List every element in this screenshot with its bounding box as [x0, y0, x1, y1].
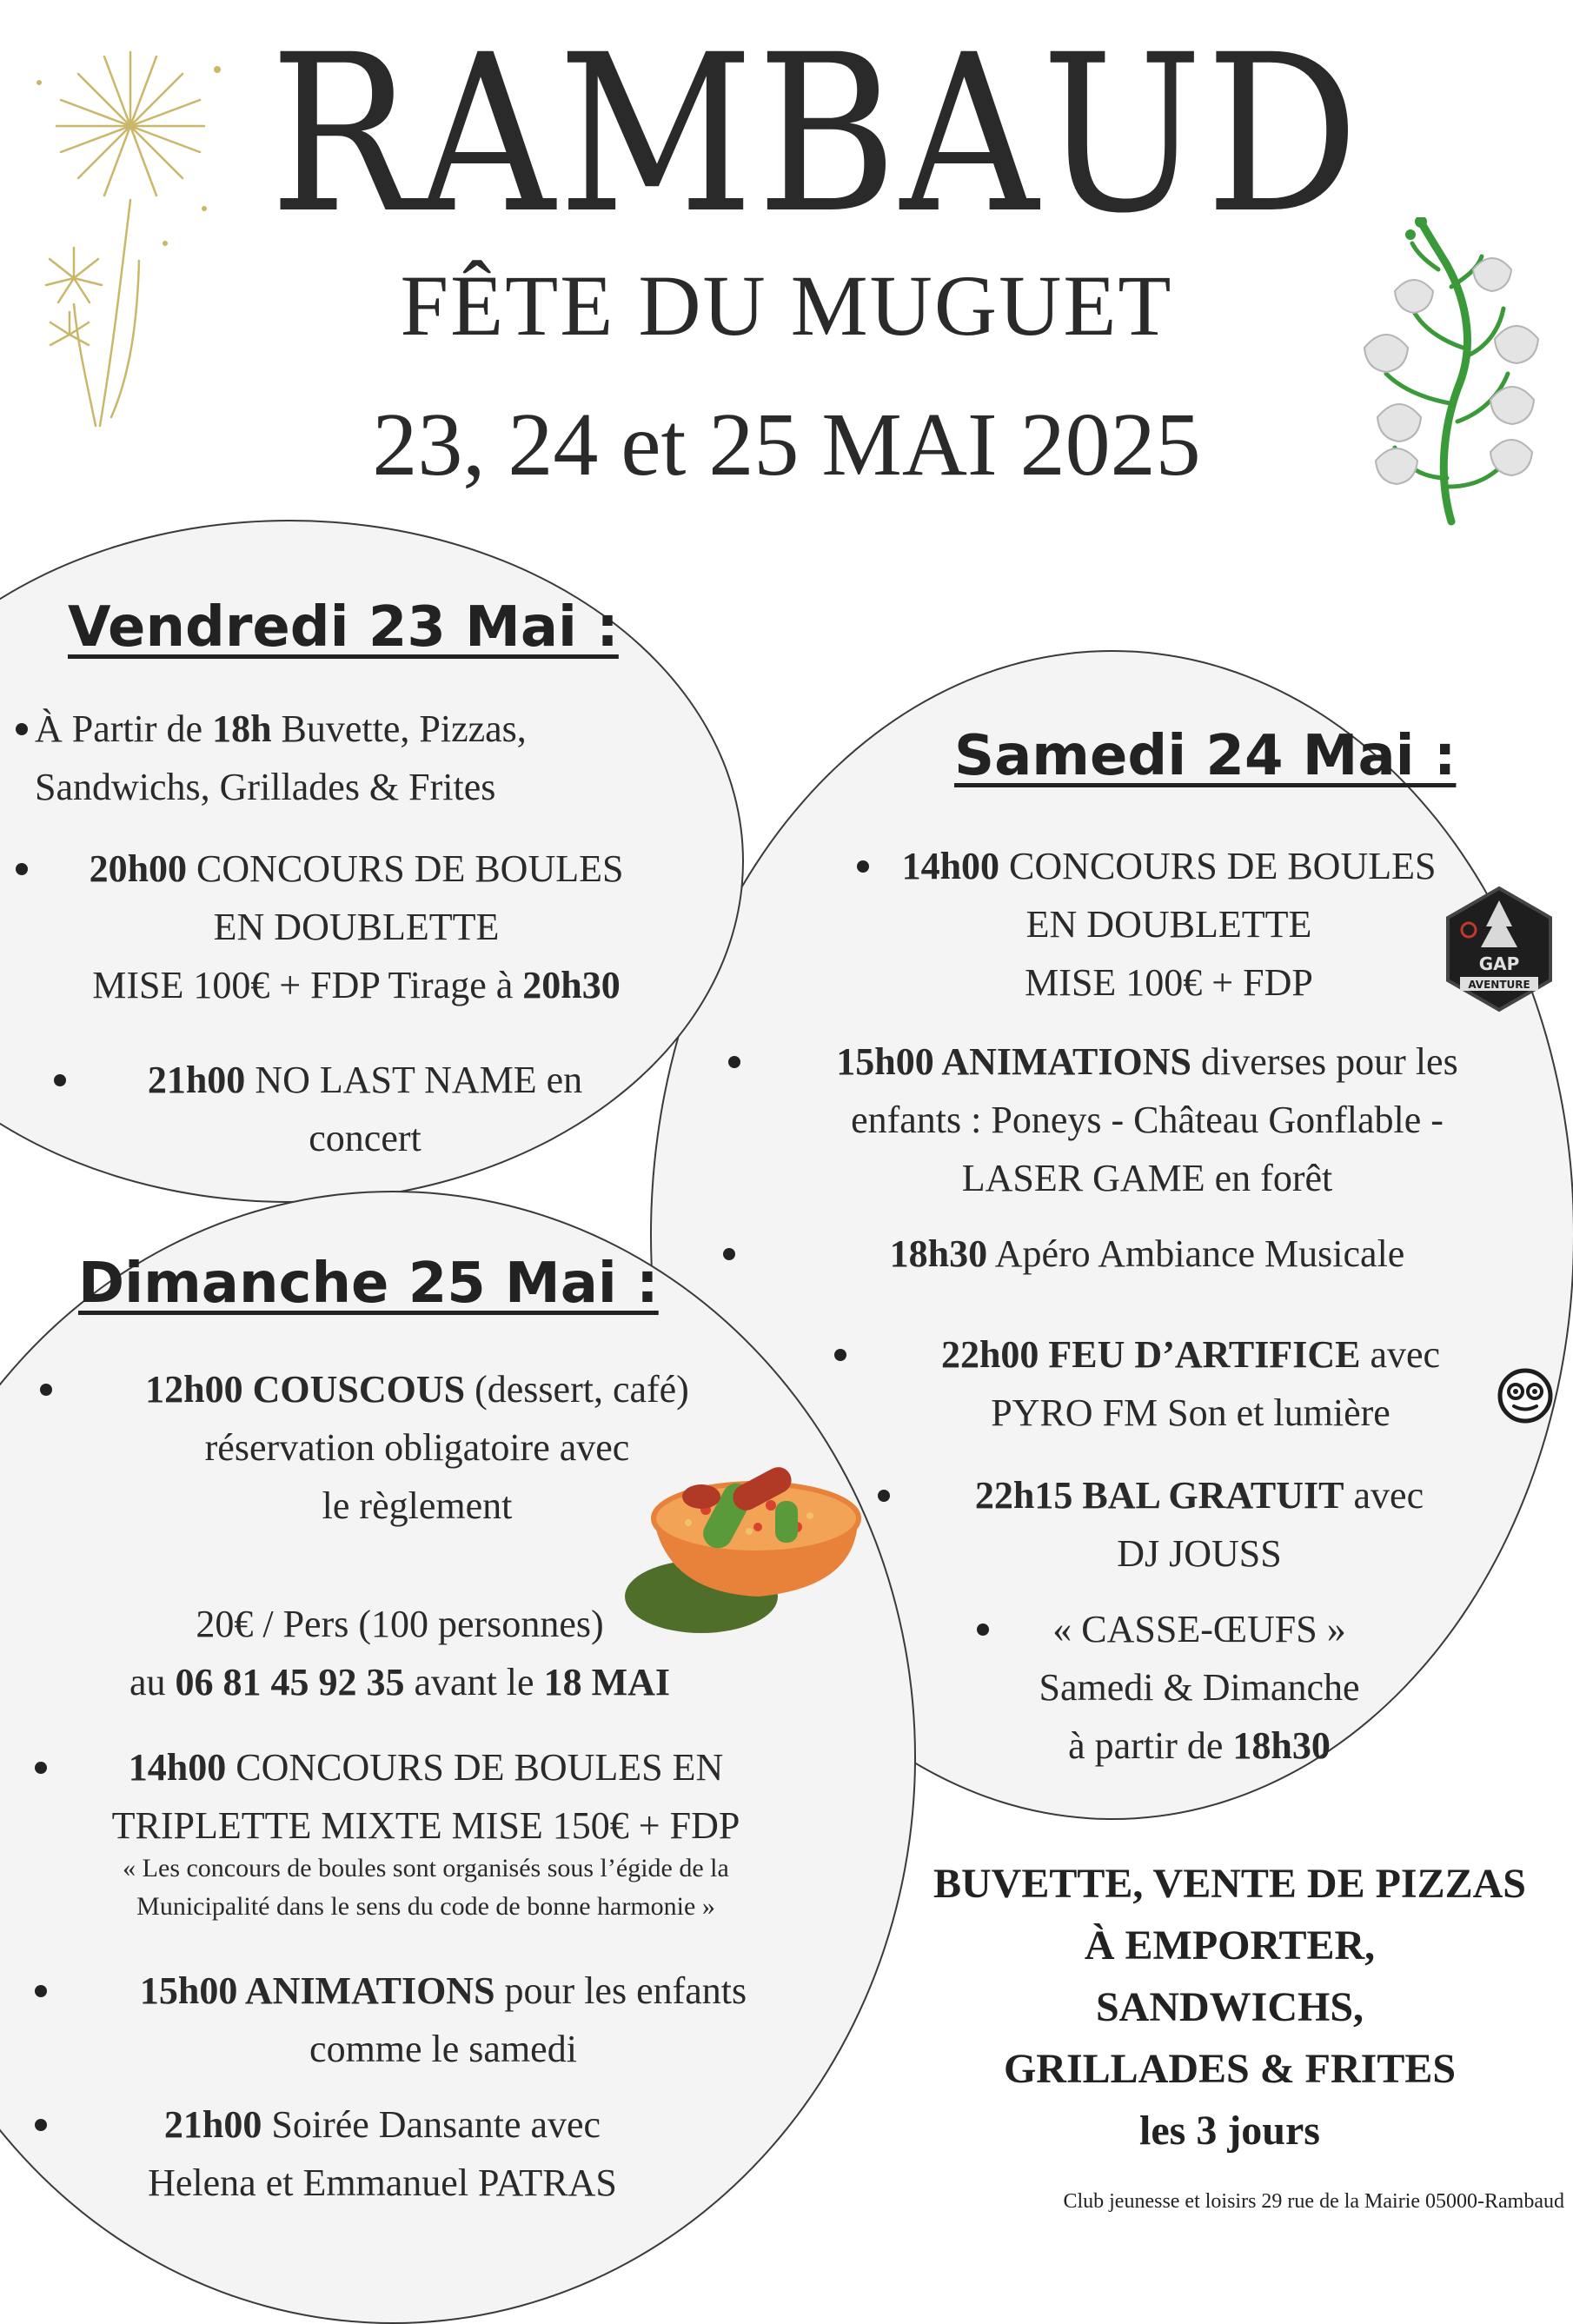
bullet-icon [35, 2119, 47, 2131]
bullet-icon [35, 1985, 47, 1997]
fireworks-icon [9, 35, 252, 435]
sunday-item-2: 14h00 CONCOURS DE BOULES EN TRIPLETTE MIXTE MISE 150€ + FDP [111, 1746, 740, 1847]
saturday-item-4: 22h00 FEU D’ARTIFICE avec PYRO FM Son et lumière [940, 1333, 1441, 1434]
sunday-couscous-price: 20€ / Pers (100 personnes) au 06 81 45 92 35 avant le 18 MAI [129, 1603, 670, 1703]
page-title: RAMBAUD [269, 8, 1363, 261]
saturday-item-3: 18h30 Apéro Ambiance Musicale [889, 1232, 1405, 1275]
bullet-icon [728, 1056, 740, 1068]
bullet-icon [834, 1349, 846, 1361]
bullet-icon [35, 1762, 47, 1774]
friday-heading: Vendredi 23 Mai : [68, 595, 619, 660]
smiley-icon [1497, 1367, 1554, 1424]
sunday-item-4: 21h00 Soirée Dansante avec Helena et Emmanuel PATRAS [148, 2103, 617, 2204]
friday-item-2: 20h00 CONCOURS DE BOULES EN DOUBLETTE MISE 100€ + FDP Tirage à 20h30 [89, 847, 624, 1006]
sunday-item-1: 12h00 COUSCOUS (dessert, café) réservation obligatoire avec le règlement [145, 1368, 689, 1527]
saturday-item-2: 15h00 ANIMATIONS diverses pour les enfants : Poneys - Château Gonflable - LASER GAME en forêt [836, 1040, 1458, 1199]
food-info-line: GRILLADES & FRITES [1003, 2046, 1457, 2092]
event-subtitle: FÊTE DU MUGUET [400, 257, 1173, 354]
food-info-block [913, 1853, 1547, 2161]
sunday-item-3: 15h00 ANIMATIONS pour les enfants comme le samedi [139, 1969, 747, 2070]
bullet-icon [40, 1384, 52, 1396]
bullet-icon [878, 1490, 890, 1502]
saturday-item-5: 22h15 BAL GRATUIT avec DJ JOUSS [974, 1474, 1424, 1575]
food-info-line: les 3 jours [1139, 2108, 1320, 2154]
bullet-icon [857, 860, 869, 873]
saturday-item-6: « CASSE-ŒUFS » Samedi & Dimanche à partir de 18h30 [1039, 1608, 1360, 1767]
logo-text-gap: GAP [1478, 953, 1520, 974]
bullet-icon [54, 1074, 66, 1086]
bullet-icon [16, 723, 28, 735]
bullet-icon [723, 1248, 735, 1260]
saturday-item-1: 14h00 CONCOURS DE BOULES EN DOUBLETTE MISE 100€ + FDP [901, 845, 1437, 1004]
food-info-line: BUVETTE, VENTE DE PIZZAS [933, 1861, 1526, 1907]
gap-aventure-logo [1441, 885, 1557, 1013]
bullet-icon [16, 863, 28, 875]
sunday-boules-note: « Les concours de boules sont organisés sous l’égide de la Municipalité dans le sens du code de bonne harmonie » [123, 1854, 729, 1921]
lily-of-the-valley-icon [1351, 217, 1547, 530]
friday-item-1: À Partir de 18h Buvette, Pizzas, Sandwichs, Grillades & Frites [35, 707, 527, 808]
food-info-line: SANDWICHS, [1095, 1984, 1364, 2030]
logo-text-aventure: AVENTURE [1468, 979, 1530, 991]
organizer-address: Club jeunesse et loisirs 29 rue de la Mairie 05000-Rambaud [1063, 2190, 1564, 2213]
couscous-dish-icon [619, 1436, 862, 1636]
food-info-line: À EMPORTER, [1084, 1922, 1376, 1969]
saturday-heading: Samedi 24 Mai : [954, 724, 1457, 788]
sunday-heading: Dimanche 25 Mai : [78, 1252, 659, 1316]
event-dates: 23, 24 et 25 MAI 2025 [372, 395, 1201, 495]
friday-item-3: 21h00 NO LAST NAME en concert [147, 1059, 583, 1159]
